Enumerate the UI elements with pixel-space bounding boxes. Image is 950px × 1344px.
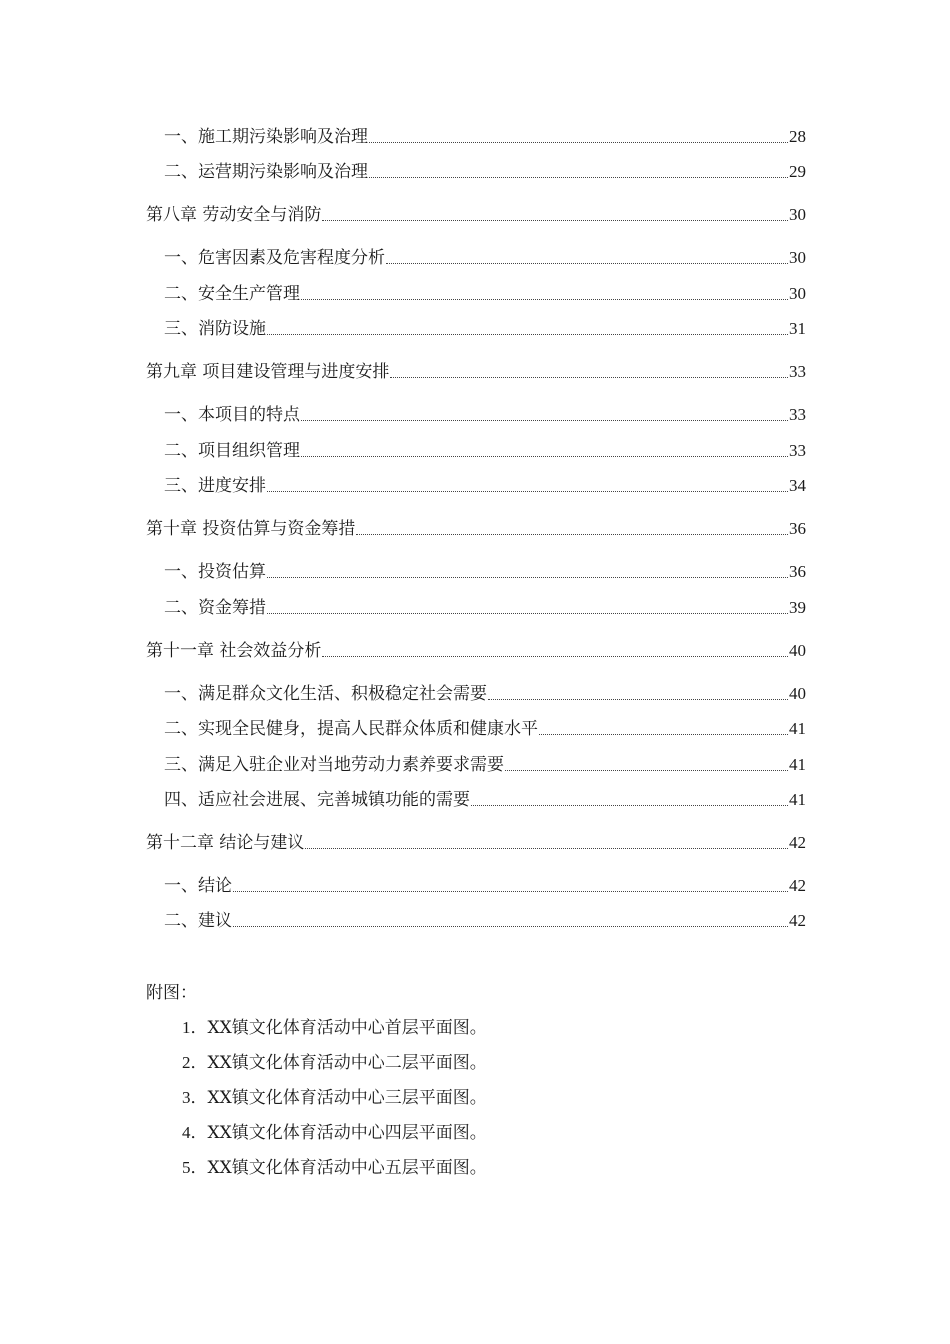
- toc-entry-page: 41: [789, 719, 806, 738]
- dot-leader: [322, 220, 788, 221]
- appendix-figure-item: [182, 1155, 487, 1181]
- dot-leader: [233, 926, 788, 927]
- toc-chapter-page: 33: [789, 362, 806, 381]
- toc-entry-label: 二、安全生产管理: [164, 284, 300, 304]
- toc-entry[interactable]: [164, 595, 806, 621]
- toc-entry-page: 42: [789, 911, 806, 930]
- toc-entry[interactable]: [164, 752, 806, 778]
- toc-entry-label: 三、进度安排: [164, 476, 266, 496]
- toc-chapter-label: 第九章 项目建设管理与进度安排: [146, 362, 390, 382]
- toc-entry[interactable]: [164, 316, 806, 342]
- toc-chapter[interactable]: [146, 516, 806, 542]
- appendix-figure-item: [182, 1050, 487, 1076]
- toc-chapter-page: 42: [789, 833, 806, 852]
- appendix-figure-item: [182, 1120, 487, 1146]
- toc-entry-page: 39: [789, 598, 806, 617]
- figure-number: 5．: [182, 1158, 208, 1177]
- figure-caption: XX镇文化体育活动中心五层平面图。: [207, 1158, 487, 1178]
- toc-chapter-page: 40: [789, 641, 806, 660]
- dot-leader: [301, 456, 788, 457]
- toc-entry[interactable]: [164, 559, 806, 585]
- toc-chapter-label: 第八章 劳动安全与消防: [146, 205, 322, 225]
- toc-entry-page: 40: [789, 684, 806, 703]
- figure-caption: XX镇文化体育活动中心首层平面图。: [207, 1018, 487, 1038]
- toc-entry[interactable]: [164, 873, 806, 899]
- toc-entry-label: 二、资金筹措: [164, 598, 266, 618]
- toc-entry[interactable]: [164, 473, 806, 499]
- toc-entry[interactable]: [164, 159, 806, 185]
- toc-entry-label: 四、适应社会进展、完善城镇功能的需要: [164, 790, 470, 810]
- figure-caption: XX镇文化体育活动中心四层平面图。: [207, 1123, 487, 1143]
- figure-number: 2．: [182, 1053, 208, 1072]
- figure-caption: XX镇文化体育活动中心三层平面图。: [207, 1088, 487, 1108]
- dot-leader: [267, 491, 788, 492]
- appendix-figure-item: [182, 1085, 487, 1111]
- toc-entry-label: 三、满足入驻企业对当地劳动力素养要求需要: [164, 755, 504, 775]
- figure-number: 1．: [182, 1018, 208, 1037]
- toc-entry-page: 28: [789, 127, 806, 146]
- toc-entry[interactable]: [164, 716, 806, 742]
- toc-entry-label: 二、运营期污染影响及治理: [164, 162, 368, 182]
- toc-entry-label: 二、建议: [164, 911, 232, 931]
- toc-chapter-label: 第十二章 结论与建议: [146, 833, 305, 853]
- figure-number: 3．: [182, 1088, 208, 1107]
- toc-entry[interactable]: [164, 281, 806, 307]
- toc-entry-label: 三、消防设施: [164, 319, 266, 339]
- toc-chapter-page: 30: [789, 205, 806, 224]
- toc-chapter-label: 第十章 投资估算与资金筹措: [146, 519, 356, 539]
- dot-leader: [267, 613, 788, 614]
- toc-entry-label: 一、本项目的特点: [164, 405, 300, 425]
- dot-leader: [301, 299, 788, 300]
- figure-caption: XX镇文化体育活动中心二层平面图。: [207, 1053, 487, 1073]
- toc-entry-page: 33: [789, 441, 806, 460]
- appendix-figure-item: [182, 1015, 487, 1041]
- toc-entry[interactable]: [164, 438, 806, 464]
- toc-entry-page: 29: [789, 162, 806, 181]
- toc-entry-label: 二、实现全民健身，提高人民群众体质和健康水平: [164, 719, 538, 739]
- toc-chapter[interactable]: [146, 638, 806, 664]
- dot-leader: [305, 848, 788, 849]
- toc-entry[interactable]: [164, 787, 806, 813]
- dot-leader: [386, 263, 788, 264]
- dot-leader: [356, 534, 788, 535]
- dot-leader: [369, 177, 788, 178]
- toc-entry-page: 42: [789, 876, 806, 895]
- toc-chapter[interactable]: [146, 830, 806, 856]
- toc-entry[interactable]: [164, 245, 806, 271]
- toc-entry-label: 二、项目组织管理: [164, 441, 300, 461]
- toc-entry-page: 30: [789, 284, 806, 303]
- dot-leader: [322, 656, 788, 657]
- toc-entry[interactable]: [164, 908, 806, 934]
- dot-leader: [390, 377, 788, 378]
- toc-entry-label: 一、结论: [164, 876, 232, 896]
- appendix-title: 附图：: [146, 983, 197, 1003]
- dot-leader: [233, 891, 788, 892]
- toc-entry-label: 一、施工期污染影响及治理: [164, 127, 368, 147]
- toc-chapter[interactable]: [146, 359, 806, 385]
- figure-number: 4．: [182, 1123, 208, 1142]
- toc-chapter-label: 第十一章 社会效益分析: [146, 641, 322, 661]
- toc-chapter[interactable]: [146, 202, 806, 228]
- toc-entry-label: 一、危害因素及危害程度分析: [164, 248, 385, 268]
- dot-leader: [505, 770, 788, 771]
- toc-entry-label: 一、满足群众文化生活、积极稳定社会需要: [164, 684, 487, 704]
- toc-entry[interactable]: [164, 124, 806, 150]
- toc-entry[interactable]: [164, 681, 806, 707]
- dot-leader: [369, 142, 788, 143]
- toc-entry-page: 33: [789, 405, 806, 424]
- toc-entry-page: 36: [789, 562, 806, 581]
- dot-leader: [539, 734, 788, 735]
- dot-leader: [267, 334, 788, 335]
- toc-entry-page: 41: [789, 790, 806, 809]
- dot-leader: [488, 699, 788, 700]
- toc-entry-label: 一、投资估算: [164, 562, 266, 582]
- toc-entry-page: 41: [789, 755, 806, 774]
- toc-entry-page: 34: [789, 476, 806, 495]
- toc-chapter-page: 36: [789, 519, 806, 538]
- toc-entry-page: 31: [789, 319, 806, 338]
- dot-leader: [267, 577, 788, 578]
- dot-leader: [301, 420, 788, 421]
- toc-entry[interactable]: [164, 402, 806, 428]
- dot-leader: [471, 805, 788, 806]
- toc-entry-page: 30: [789, 248, 806, 267]
